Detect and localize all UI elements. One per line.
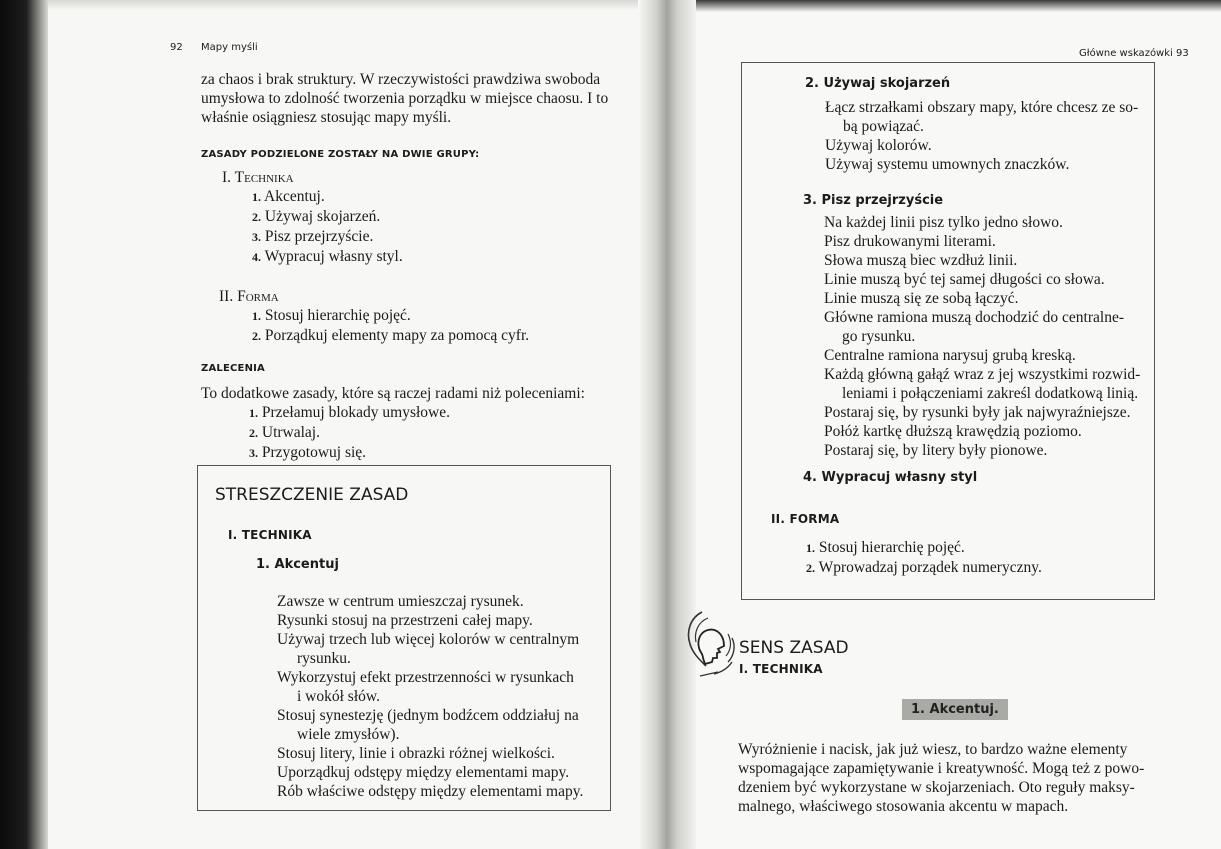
list-item: 1. Przełamuj blokady umysłowe. [249, 404, 450, 421]
item-line: Postaraj się, by rysunki były jak najwyraźniejsze. [824, 404, 1131, 421]
item-line: bą powiązać. [843, 118, 924, 135]
paragraph-line: dzeniem być wykorzystane w skojarzeniach. Oto reguły maksy- [738, 779, 1135, 796]
summary-line: Stosuj synestezję (jednym bodźcem oddziałuj na [277, 707, 579, 724]
item-line: Połóż kartkę dłuższą krawędzią poziomo. [824, 423, 1082, 440]
item-line: Używaj systemu umownych znaczków. [825, 156, 1070, 173]
list-item: 2. Porządkuj elementy mapy za pomocą cyfr. [252, 327, 530, 344]
groups-heading: ZASADY PODZIELONE ZOSTAŁY NA DWIE GRUPY: [201, 149, 480, 160]
summary-line: Rysunki stosuj na przestrzeni całej mapy. [277, 612, 533, 629]
paragraph-line: Wyróżnienie i nacisk, jak już wiesz, to bardzo ważne elementy [738, 741, 1128, 758]
intro-paragraph [201, 70, 608, 127]
list-item: 2. Wprowadzaj porządek numeryczny. [806, 559, 1042, 576]
recommendations-heading: ZALECENIA [201, 363, 265, 374]
sens-subtitle: I. TECHNIKA [739, 662, 823, 676]
item-line: Łącz strzałkami obszary mapy, które chcesz ze so- [825, 99, 1139, 116]
summary-line: Używaj trzech lub więcej kolorów w centralnym [277, 631, 580, 648]
item3-heading: 3. Pisz przejrzyście [803, 193, 944, 208]
summary-line: Stosuj litery, linie i obrazki różnej wielkości. [277, 745, 555, 762]
item2-heading: 2. Używaj skojarzeń [805, 76, 951, 91]
top-shadow-right [696, 0, 1221, 12]
group1-list [252, 187, 403, 267]
group2-title: II. Forma [219, 288, 279, 305]
right-running-head: Główne wskazówki [1079, 48, 1173, 59]
item3-lines [824, 213, 1140, 460]
recommendations-list [249, 403, 450, 463]
book-binding-edge [0, 0, 48, 849]
intro-line: właśnie osiągniesz stosując mapy myśli. [201, 109, 452, 126]
list-item: 1. Akcentuj. [252, 188, 325, 205]
summary-line: wiele zmysłów). [297, 726, 400, 743]
list-item: 1. Stosuj hierarchię pojęć. [252, 307, 411, 324]
item4-heading: 4. Wypracuj własny styl [803, 470, 978, 485]
right-page-number: 93 [1176, 48, 1189, 59]
summary-line: Uporządkuj odstępy między elementami mapy. [277, 764, 570, 781]
recommendations-intro: To dodatkowe zasady, które są raczej radami niż poleceniami: [201, 385, 585, 402]
highlight-akcentuj: 1. Akcentuj. [902, 699, 1008, 720]
item-line: Linie muszą być tej samej długości co słowa. [824, 271, 1105, 288]
list-item: 1. Stosuj hierarchię pojęć. [806, 539, 965, 556]
left-running-head: Mapy myśli [201, 42, 258, 53]
sens-title: SENS ZASAD [739, 638, 849, 658]
group1-title: I. Technika [222, 169, 294, 186]
item-line: go rysunku. [842, 328, 916, 345]
item-line: Słowa muszą biec wzdłuż linii. [824, 252, 1018, 269]
paragraph-line: malnego, właściwego stosowania akcentu w mapach. [738, 798, 1069, 815]
forma-heading: II. FORMA [771, 512, 840, 526]
list-item: 3. Przygotowuj się. [249, 444, 367, 461]
list-item: 2. Używaj skojarzeń. [252, 208, 381, 225]
summary-line: Rób właściwe odstępy między elementami mapy. [277, 783, 584, 800]
top-shadow-left [48, 0, 638, 10]
intro-line: umysłowa to zdolność tworzenia porządku w miejsce chaosu. I to [201, 90, 609, 107]
summary-line: Zawsze w centrum umieszczaj rysunek. [277, 593, 524, 610]
head-profile-icon [680, 608, 738, 680]
item-line: Na każdej linii pisz tylko jedno słowo. [824, 214, 1063, 231]
book-gutter [640, 0, 696, 849]
forma-list [806, 538, 1042, 578]
item2-lines [825, 98, 1138, 174]
summary-title: STRESZCZENIE ZASAD [215, 485, 409, 505]
intro-line: za chaos i brak struktury. W rzeczywistości prawdziwa swoboda [201, 71, 601, 88]
item-line: Każdą główną gałąź wraz z jej wszystkimi rozwid- [824, 366, 1141, 383]
paragraph-line: wspomagające zapamiętywanie i kreatywność. Mogą też z powo- [738, 760, 1145, 777]
list-item: 3. Pisz przejrzyście. [252, 228, 374, 245]
item-line: Postaraj się, by litery były pionowe. [824, 442, 1048, 459]
summary-line: Wykorzystuj efekt przestrzenności w rysunkach [277, 669, 574, 686]
list-item: 2. Utrwalaj. [249, 424, 320, 441]
item-line: Centralne ramiona narysuj grubą kreską. [824, 347, 1076, 364]
summary-section: I. TECHNIKA [228, 528, 312, 542]
group2-list [252, 306, 529, 346]
list-item: 4. Wypracuj własny styl. [252, 248, 403, 265]
item-line: Linie muszą się ze sobą łączyć. [824, 290, 1019, 307]
summary-line: i wokół słów. [297, 688, 380, 705]
left-page-number: 92 [170, 42, 183, 53]
item-line: Pisz drukowanymi literami. [824, 233, 996, 250]
summary-lines [277, 592, 583, 801]
summary-line: rysunku. [297, 650, 351, 667]
sens-paragraph [738, 740, 1144, 816]
item-line: Główne ramiona muszą dochodzić do centralne- [824, 309, 1124, 326]
item-line: Używaj kolorów. [825, 137, 932, 154]
summary-subsection: 1. Akcentuj [256, 557, 339, 572]
item-line: leniami i połączeniami zakreśl dodatkową linią. [842, 385, 1139, 402]
